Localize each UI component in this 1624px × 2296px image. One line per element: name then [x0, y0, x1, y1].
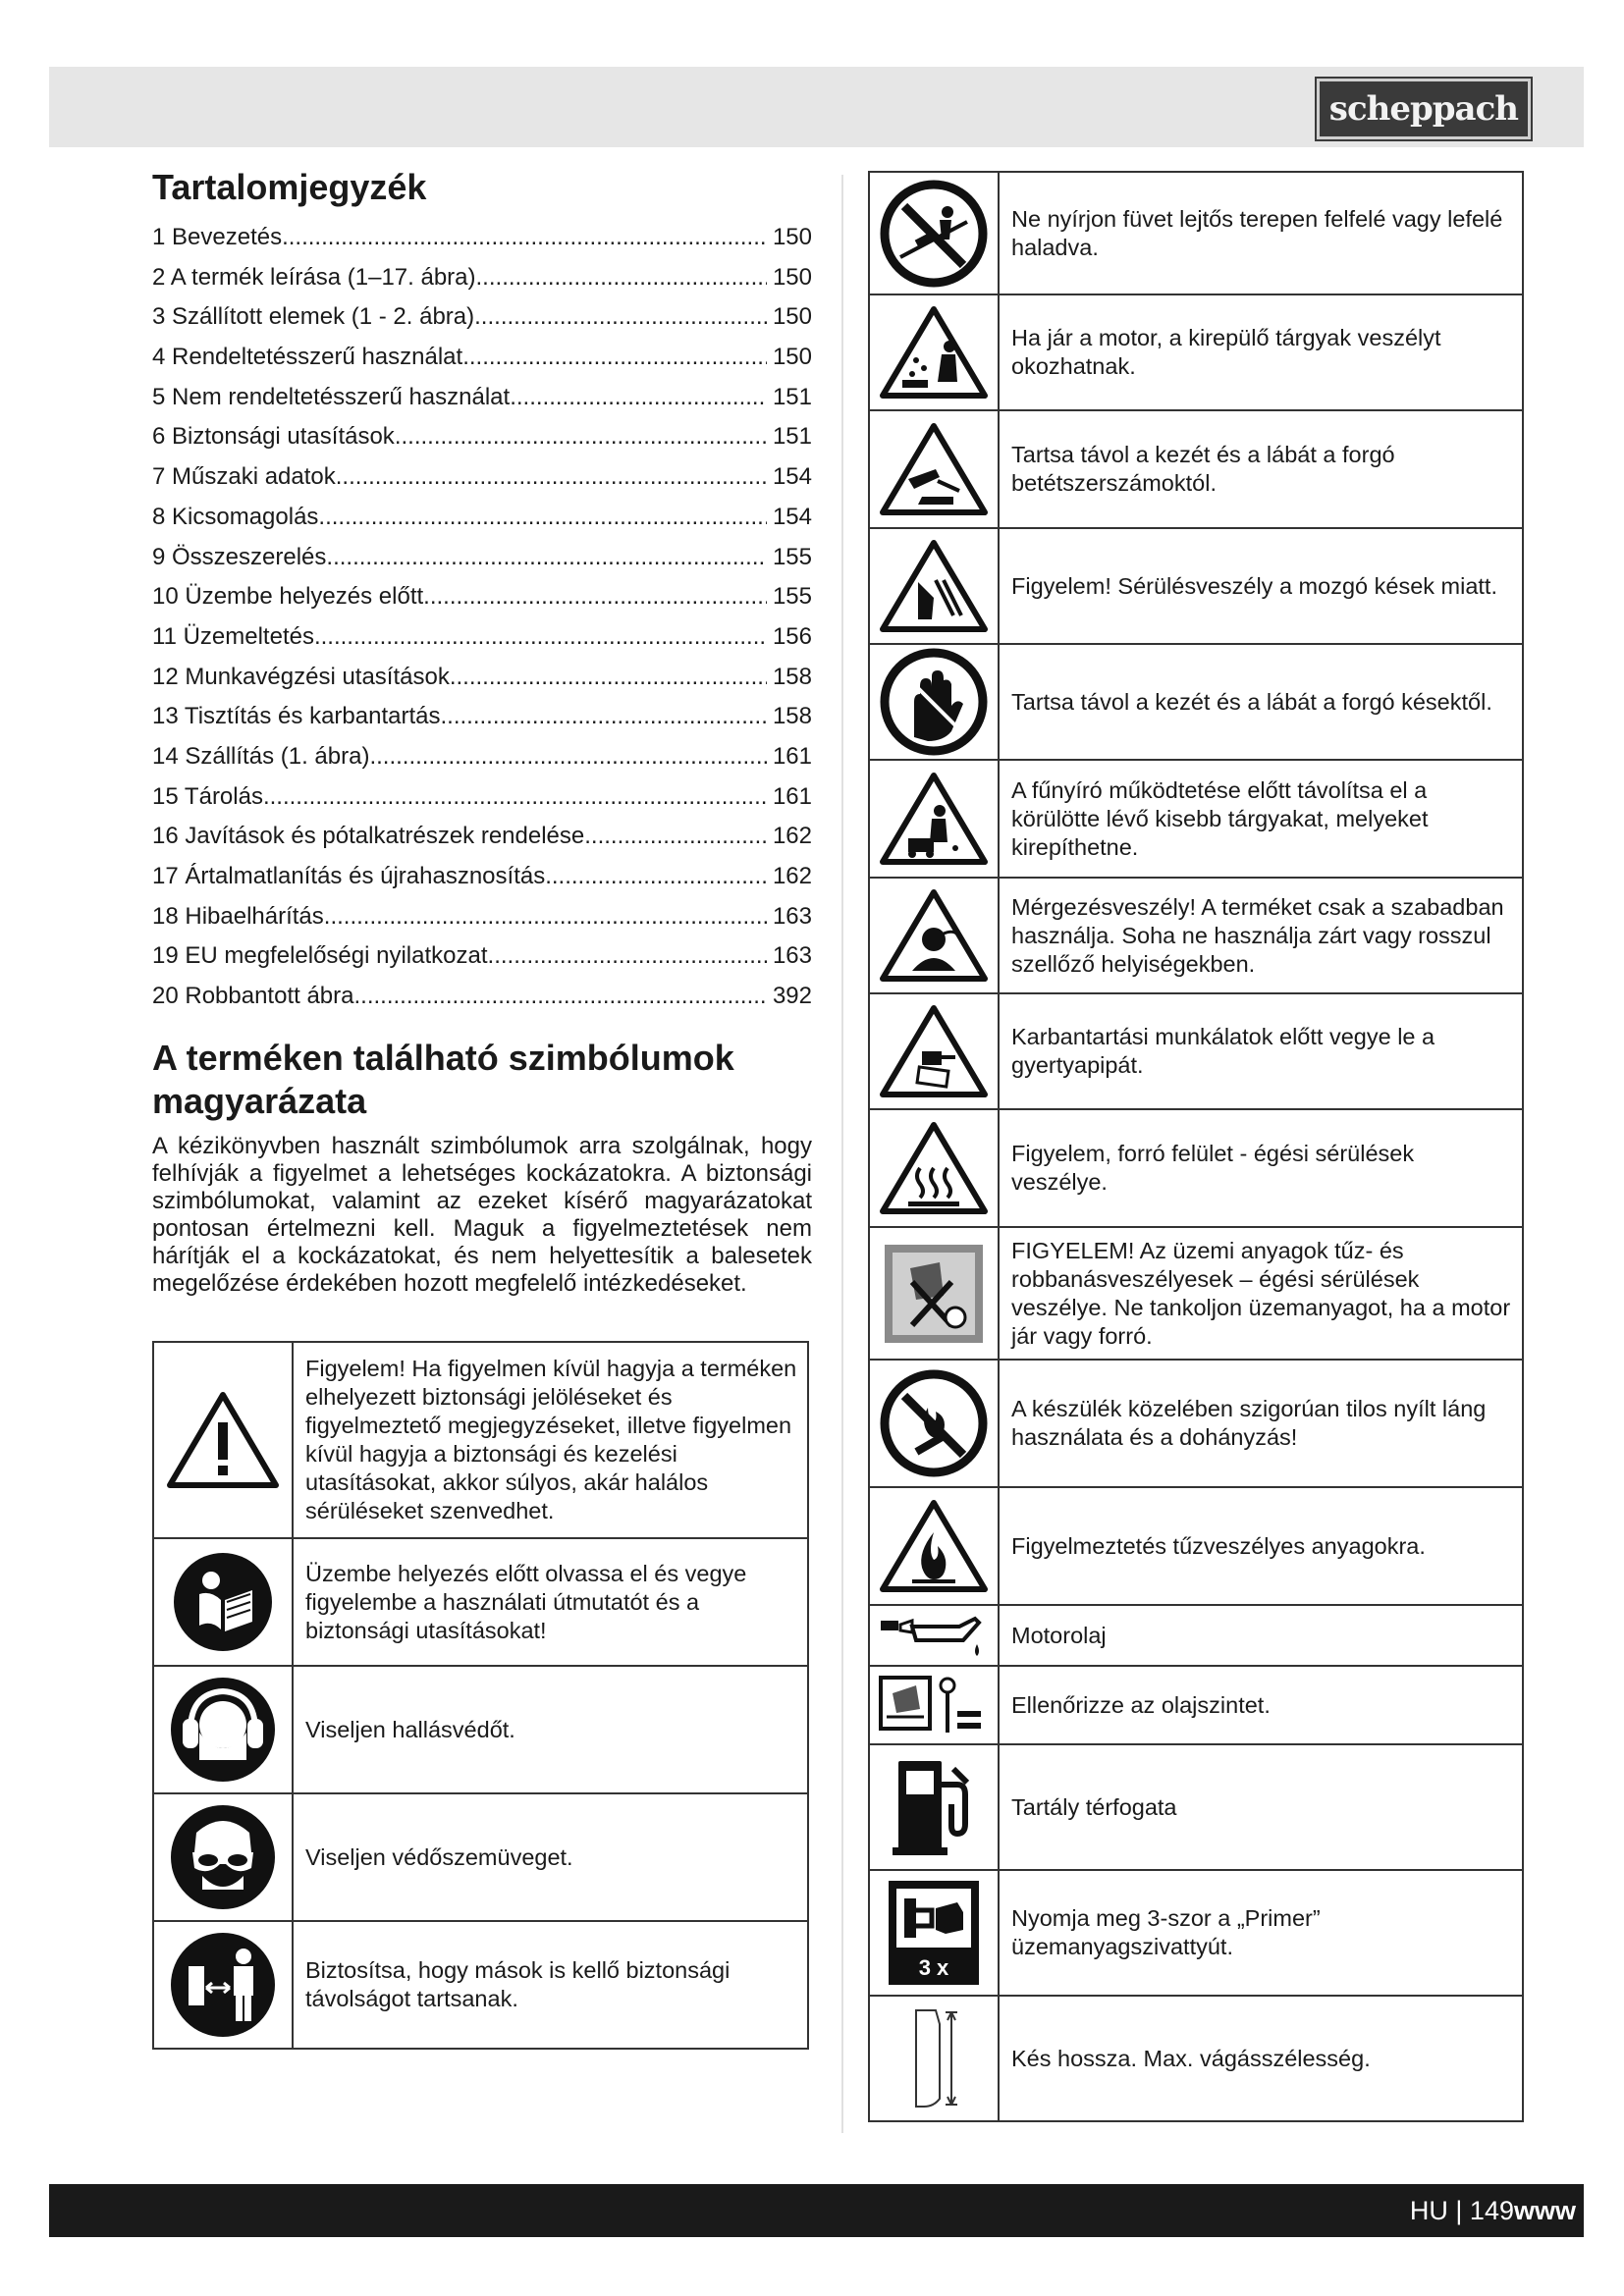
symbol-text: A készülék közelében szigorúan tilos nyílt láng használata és a dohányzás! — [999, 1360, 1523, 1487]
toc-item — [152, 658, 812, 698]
toc-item — [152, 218, 812, 258]
toc-item — [152, 297, 812, 338]
brand-logo: scheppach — [1317, 79, 1531, 139]
toc-item-label: 14 Szállítás (1. ábra) — [152, 742, 370, 770]
toc-leader-dots — [510, 378, 767, 418]
toc-item-label: 20 Robbantott ábra — [152, 983, 354, 1010]
toc-item — [152, 777, 812, 818]
toc-leader-dots — [545, 857, 767, 897]
symbol-text: Figyelem! Sérülésveszély a mozgó kések miatt. — [999, 528, 1523, 644]
toc-item-page: 162 — [772, 863, 812, 889]
symbol-row — [153, 1342, 808, 1538]
toc-leader-dots — [314, 617, 767, 658]
toc-item-page: 155 — [772, 583, 812, 611]
no-slope-mowing-icon — [869, 172, 999, 294]
toc-item — [152, 737, 812, 777]
toc-item-page: 158 — [772, 663, 812, 690]
toc-item-label: 6 Biztonsági utasítások — [152, 423, 395, 451]
toc-item-label: 12 Munkavégzési utasítások — [152, 663, 450, 690]
toc-leader-dots — [318, 498, 767, 538]
toc-item — [152, 897, 812, 937]
symbols-title: A terméken található szimbólumok magyarázata — [152, 1037, 734, 1121]
toc-item-label: 13 Tisztítás és karbantartás — [152, 703, 441, 730]
symbol-row — [869, 1360, 1523, 1487]
remove-objects-icon — [869, 760, 999, 878]
warning-exclamation-icon — [153, 1342, 293, 1538]
toc-item-page: 156 — [772, 622, 812, 650]
toc-item — [152, 977, 812, 1017]
toc-leader-dots — [474, 297, 767, 338]
symbol-text: Viseljen védőszemüveget. — [293, 1793, 808, 1921]
moving-blades-icon — [869, 528, 999, 644]
page-number — [1410, 2196, 1576, 2226]
toc-item — [152, 457, 812, 498]
toc-leader-dots — [282, 218, 767, 258]
symbols-table-right — [868, 171, 1524, 2122]
motor-oil-icon — [869, 1605, 999, 1666]
symbol-row — [869, 172, 1523, 294]
toc-item-label: 17 Ártalmatlanítás és újrahasznosítás — [152, 863, 546, 889]
toc-leader-dots — [263, 777, 767, 818]
symbol-row — [869, 1227, 1523, 1360]
symbol-text: FIGYELEM! Az üzemi anyagok tűz- és robbanásveszélyesek – égési sérülések veszélye. Ne tankoljon üzemanyagot, ha a motor jár vagy forró. — [999, 1227, 1523, 1360]
symbol-row — [869, 1870, 1523, 1996]
toc-leader-dots — [324, 897, 767, 937]
toc-item-label: 4 Rendeltetésszerű használat — [152, 344, 463, 371]
toc-leader-dots — [423, 577, 767, 617]
symbol-text: Tartály térfogata — [999, 1744, 1523, 1870]
toc-item — [152, 538, 812, 578]
flying-objects-icon — [869, 294, 999, 410]
toc-leader-dots — [369, 737, 767, 777]
toc-item — [152, 338, 812, 378]
toc-leader-dots — [326, 538, 767, 578]
spark-plug-icon — [869, 993, 999, 1109]
symbol-text: Tartsa távol a kezét és a lábát a forgó betétszerszámoktól. — [999, 410, 1523, 528]
symbol-text: Üzembe helyezés előtt olvassa el és vegye figyelembe a használati útmutatót és a biztonsági utasításokat! — [293, 1538, 808, 1666]
symbol-text: Ne nyírjon füvet lejtős terepen felfelé vagy lefelé haladva. — [999, 172, 1523, 294]
toc-item-label: 1 Bevezetés — [152, 224, 283, 250]
toc-item-label: 19 EU megfelelőségi nyilatkozat — [152, 942, 488, 970]
symbol-text: Mérgezésveszély! A terméket csak a szabadban használja. Soha ne használja zárt vagy rosszul szellőző helyiségekben. — [999, 878, 1523, 993]
symbol-text: Ellenőrizze az olajszintet. — [999, 1666, 1523, 1744]
symbol-text: Biztosítsa, hogy mások is kellő biztonsági távolságot tartsanak. — [293, 1921, 808, 2049]
toc-item — [152, 617, 812, 658]
hot-surface-icon — [869, 1109, 999, 1227]
toc-item-page: 163 — [772, 902, 812, 930]
blade-length-icon — [869, 1996, 999, 2121]
symbol-text: Figyelmeztetés tűzveszélyes anyagokra. — [999, 1487, 1523, 1605]
toc-item-page: 161 — [772, 782, 812, 810]
toc-leader-dots — [584, 817, 767, 857]
toc-item-label: 8 Kicsomagolás — [152, 503, 319, 530]
toc-leader-dots — [462, 338, 767, 378]
left-column — [152, 167, 812, 1313]
read-manual-icon — [153, 1538, 293, 1666]
symbol-row — [869, 878, 1523, 993]
toc-item-page: 150 — [772, 224, 812, 250]
toc-item-page: 392 — [772, 983, 812, 1010]
primer-3x-icon — [869, 1870, 999, 1996]
symbol-row — [869, 993, 1523, 1109]
toc-item-label: 7 Műszaki adatok — [152, 463, 336, 491]
toc-item-label: 15 Tárolás — [152, 782, 263, 810]
no-refuel-hot-icon — [869, 1227, 999, 1360]
toc-item-page: 161 — [772, 742, 812, 770]
symbol-text: Nyomja meg 3-szor a „Primer” üzemanyagszivattyút. — [999, 1870, 1523, 1996]
toc-item-page: 150 — [772, 303, 812, 331]
toc-item-label: 2 A termék leírása (1–17. ábra) — [152, 263, 476, 291]
toc-item-page: 154 — [772, 463, 812, 491]
toc-item-page: 162 — [772, 823, 812, 850]
symbol-row — [869, 760, 1523, 878]
toc-item — [152, 498, 812, 538]
toc-leader-dots — [395, 417, 767, 457]
hand-foot-rotating-tool-icon — [869, 410, 999, 528]
footer-band — [49, 2184, 1584, 2237]
symbol-row — [153, 1921, 808, 2049]
toc-item-page: 151 — [772, 423, 812, 451]
toc-leader-dots — [450, 658, 767, 698]
no-hands-near-blades-icon — [869, 644, 999, 760]
page-number-www: www — [1513, 2196, 1576, 2225]
symbol-text: Motorolaj — [999, 1605, 1523, 1666]
toc-item — [152, 417, 812, 457]
toc-item-page: 154 — [772, 503, 812, 530]
toc-item-label: 11 Üzemeltetés — [152, 622, 314, 650]
toc-item-page: 155 — [772, 543, 812, 570]
toc-item-page: 163 — [772, 942, 812, 970]
symbol-row — [153, 1793, 808, 1921]
toc-item-label: 10 Üzembe helyezés előtt — [152, 583, 424, 611]
toc-item-label: 3 Szállított elemek (1 - 2. ábra) — [152, 303, 475, 331]
toc-item-label: 16 Javítások és pótalkatrészek rendelése — [152, 823, 585, 850]
toc-item-page: 150 — [772, 263, 812, 291]
toc-item — [152, 936, 812, 977]
column-divider — [841, 175, 843, 2133]
symbol-text: Figyelem! Ha figyelmen kívül hagyja a terméken elhelyezett biztonsági jelöléseket és figyelmeztető megjegyzéseket, illetve figyelmen kívül hagyja a biztonsági és kezelési utasításokat, akkor súlyos, akár halálos sérüléseket szenvedhet. — [293, 1342, 808, 1538]
symbol-row — [869, 1109, 1523, 1227]
poisoning-icon — [869, 878, 999, 993]
header-band — [49, 67, 1584, 147]
symbol-row — [153, 1538, 808, 1666]
toc-item — [152, 577, 812, 617]
toc-leader-dots — [354, 977, 767, 1017]
symbol-row — [869, 294, 1523, 410]
symbol-row — [869, 1996, 1523, 2121]
symbol-row — [869, 1487, 1523, 1605]
symbols-intro: A kézikönyvben használt szimbólumok arra szolgálnak, hogy felhívják a figyelmet a lehetséges kockázatokra. A biztonsági szimbólumokat, valamint az ezeket kísérő magyarázatokat pontosan értelmezni kell. Maguk a figyelmeztetések nem hárítják el a kockázatokat, és nem helyettesítik a balesetek megelőzése érdekében hozott megfelelő intézkedéseket. — [152, 1132, 812, 1297]
symbol-text: Figyelem, forró felület - égési sérülések veszélye. — [999, 1109, 1523, 1227]
toc-leader-dots — [476, 258, 767, 298]
symbols-table-left — [152, 1341, 809, 2050]
flammable-icon — [869, 1487, 999, 1605]
symbol-text: Tartsa távol a kezét és a lábát a forgó késektől. — [999, 644, 1523, 760]
toc-item-label: 18 Hibaelhárítás — [152, 902, 324, 930]
hearing-protection-icon — [153, 1666, 293, 1793]
symbol-row — [153, 1666, 808, 1793]
symbol-text: Viseljen hallásvédőt. — [293, 1666, 808, 1793]
keep-distance-icon — [153, 1921, 293, 2049]
toc-item — [152, 817, 812, 857]
no-open-flame-icon — [869, 1360, 999, 1487]
toc-leader-dots — [488, 936, 767, 977]
toc-item — [152, 857, 812, 897]
fuel-tank-icon — [869, 1744, 999, 1870]
symbol-row — [869, 528, 1523, 644]
toc-title: Tartalomjegyzék — [152, 167, 427, 207]
check-oil-level-icon — [869, 1666, 999, 1744]
symbol-row — [869, 1666, 1523, 1744]
symbol-text: Karbantartási munkálatok előtt vegye le a gyertyapipát. — [999, 993, 1523, 1109]
symbol-text: Ha jár a motor, a kirepülő tárgyak veszélyt okozhatnak. — [999, 294, 1523, 410]
toc-leader-dots — [440, 697, 766, 737]
primer-badge: 3 x — [918, 1955, 949, 1980]
symbol-row — [869, 410, 1523, 528]
toc-item-page: 150 — [772, 344, 812, 371]
symbol-row — [869, 1744, 1523, 1870]
toc-item — [152, 378, 812, 418]
toc-list — [152, 218, 812, 1017]
toc-item — [152, 258, 812, 298]
page-number-text: HU | 149 — [1409, 2196, 1514, 2225]
toc-item-page: 158 — [772, 703, 812, 730]
symbol-row — [869, 644, 1523, 760]
toc-leader-dots — [336, 457, 767, 498]
symbol-text: Kés hossza. Max. vágásszélesség. — [999, 1996, 1523, 2121]
toc-item-label: 9 Összeszerelés — [152, 543, 327, 570]
toc-item — [152, 697, 812, 737]
eye-protection-icon — [153, 1793, 293, 1921]
toc-item-label: 5 Nem rendeltetésszerű használat — [152, 383, 511, 410]
toc-item-page: 151 — [772, 383, 812, 410]
symbol-text: A fűnyíró működtetése előtt távolítsa el a körülötte lévő kisebb tárgyakat, melyeket kirepíthetne. — [999, 760, 1523, 878]
symbol-row — [869, 1605, 1523, 1666]
